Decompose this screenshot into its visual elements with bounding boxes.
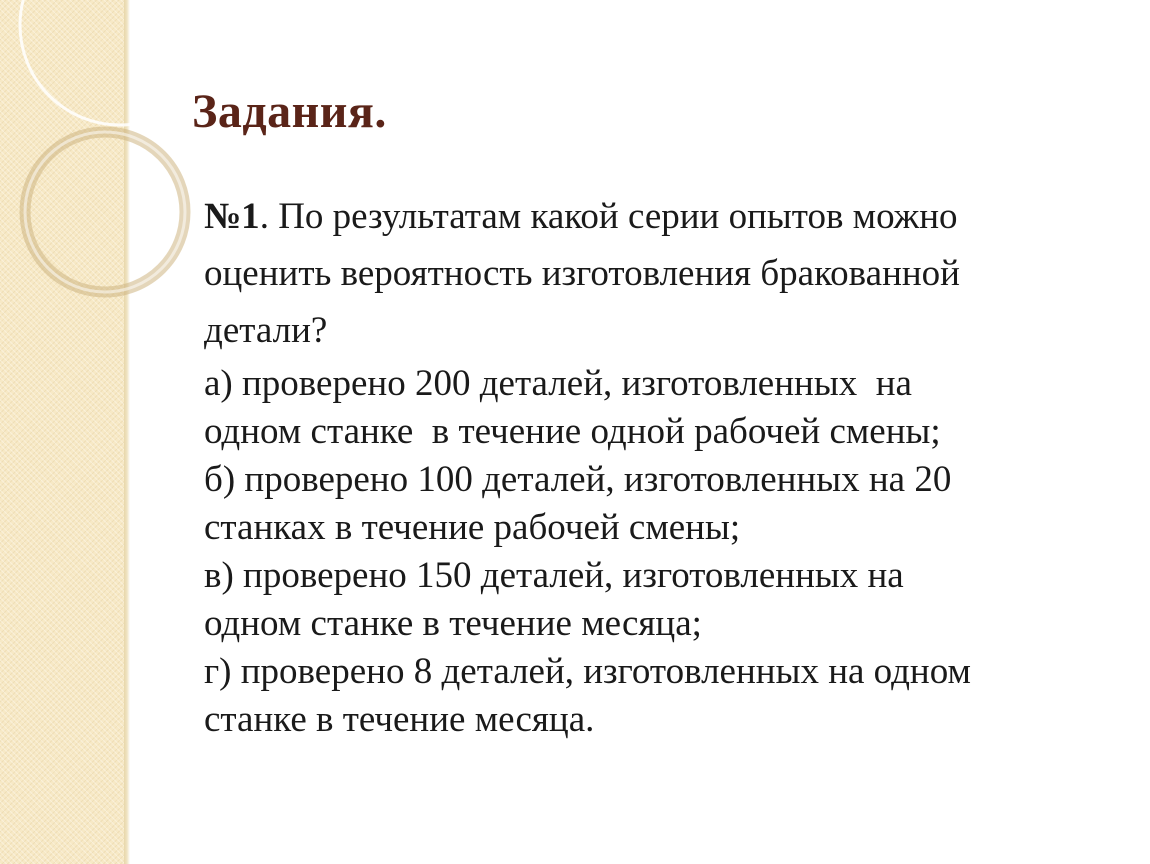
option-c-line2: одном станке в течение месяца; — [204, 603, 702, 644]
task-question — [204, 188, 1104, 359]
option-c-line1: в) проверено 150 деталей, изготовленных на — [204, 555, 904, 596]
slide-title: Задания. — [192, 85, 387, 138]
task-number: №1 — [204, 196, 260, 237]
decorative-circle-middle-highlight — [25, 132, 185, 292]
task-content — [204, 188, 1104, 744]
decorative-circles — [0, 0, 200, 320]
option-d-line2: станке в течение месяца. — [204, 699, 595, 740]
question-text-line3: детали? — [204, 310, 328, 351]
question-text-line2: оценить вероятность изготовления бракованной — [204, 253, 960, 294]
option-b-line1: б) проверено 100 деталей, изготовленных на 20 — [204, 459, 952, 500]
question-text-line1: . По результатам какой серии опытов можно — [259, 196, 958, 237]
option-b-line2: станках в течение рабочей смены; — [204, 507, 741, 548]
answer-options — [204, 360, 1104, 744]
decorative-circle-top — [20, 0, 200, 125]
option-d-line1: г) проверено 8 деталей, изготовленных на одном — [204, 651, 971, 692]
option-a-line1: а) проверено 200 деталей, изготовленных на — [204, 363, 912, 404]
option-a-line2: одном станке в течение одной рабочей смены; — [204, 411, 941, 452]
